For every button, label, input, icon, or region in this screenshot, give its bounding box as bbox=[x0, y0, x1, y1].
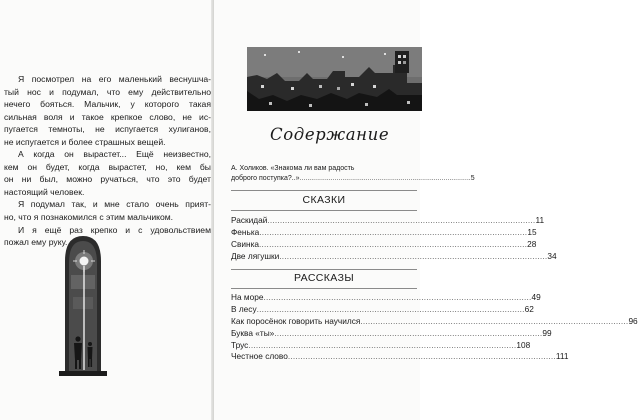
story-line: пугается темноты, не испугается хулиганов, bbox=[4, 124, 211, 135]
leader-dots: ........................................................................................................... bbox=[279, 250, 548, 261]
leader-dots: ........................................................................................................... bbox=[256, 303, 525, 314]
story-paragraph-3 bbox=[4, 198, 211, 223]
leader-dots: ........................................................................................................... bbox=[274, 327, 543, 338]
toc-entry[interactable] bbox=[231, 327, 552, 340]
leader-dots: ........................................................................................................... bbox=[259, 226, 528, 237]
intro-entry[interactable] bbox=[231, 164, 475, 183]
toc-entry[interactable] bbox=[231, 315, 638, 328]
toc-entry-title: В лесу bbox=[231, 303, 257, 314]
story-line: кем он будет, когда вырастет, но, кем бы bbox=[4, 161, 211, 172]
toc-entry-title: Раскидай bbox=[231, 215, 268, 225]
section-heading-rasskazy: РАССКАЗЫ bbox=[293, 272, 355, 284]
story-line: И я ещё раз крепко и с удовольствием bbox=[18, 224, 211, 235]
toc-entry[interactable] bbox=[231, 351, 569, 363]
leader-dots: ........................................................................................................... bbox=[263, 292, 532, 302]
toc-entry-title: Буква «ты» bbox=[231, 327, 275, 338]
leader-dots: ........................................................................................................... bbox=[287, 351, 556, 362]
story-line: Я посмотрел на его маленький веснушча- bbox=[18, 74, 211, 84]
story-line: Я подумал так, и мне стало очень прият- bbox=[18, 199, 211, 210]
toc-entry-page: 111 bbox=[555, 351, 569, 362]
toc-entry[interactable] bbox=[231, 292, 541, 304]
toc-entry-page: 28 bbox=[527, 238, 537, 249]
story-paragraph-4 bbox=[4, 224, 211, 249]
toc-entry[interactable] bbox=[231, 215, 545, 227]
toc-entry-title: Фенька bbox=[231, 226, 260, 237]
story-line: настоящий человек. bbox=[4, 186, 85, 197]
story-line: нечего бояться. Мальчик, у которого такая bbox=[4, 99, 211, 110]
story-line: но, что я познакомился с этим мальчиком. bbox=[4, 212, 174, 223]
section-heading-skazki: СКАЗКИ bbox=[302, 194, 346, 206]
intro-title-line-1: А. Холиков. «Знакома ли вам радость bbox=[231, 165, 355, 172]
leader-dots: ........................................................................................................... bbox=[267, 215, 536, 225]
toc-entry-page: 99 bbox=[542, 327, 552, 338]
section-divider bbox=[231, 269, 417, 270]
toc-entry-page: 15 bbox=[527, 226, 537, 237]
story-line: тый нос и подумал, что ему действительно bbox=[4, 86, 211, 97]
toc-entry-title: На море bbox=[231, 292, 264, 302]
streetlamp-illustration bbox=[59, 233, 107, 376]
toc-entry[interactable] bbox=[231, 250, 557, 263]
toc-entry-page: 62 bbox=[524, 303, 534, 314]
story-line: не испугается и более страшных вещей. bbox=[4, 136, 166, 147]
toc-list-rasskazy bbox=[231, 292, 638, 363]
section-divider bbox=[231, 190, 417, 191]
toc-entry-page: 34 bbox=[547, 250, 557, 261]
toc-entry[interactable] bbox=[231, 238, 537, 251]
leader-dots: ........................................................................................................... bbox=[360, 315, 629, 326]
intro-page-number: 5 bbox=[470, 174, 475, 182]
intro-title-line-2: доброго поступка?..» bbox=[231, 174, 300, 182]
story-line: он ни был, можно ручаться, что это будет bbox=[4, 174, 211, 185]
toc-entry[interactable] bbox=[231, 339, 531, 352]
rooftops-illustration bbox=[247, 47, 422, 111]
toc-entry-page: 49 bbox=[531, 292, 541, 302]
story-line: сильная воля и такое крепкое слово, не ис- bbox=[4, 111, 211, 122]
story-paragraph-2 bbox=[4, 148, 211, 198]
toc-list-skazki bbox=[231, 215, 557, 263]
left-page bbox=[0, 0, 214, 420]
toc-entry[interactable] bbox=[231, 226, 537, 239]
toc-entry-page: 96 bbox=[628, 315, 638, 326]
story-text bbox=[4, 73, 211, 249]
section-divider bbox=[231, 288, 417, 289]
contents-title: Содержание bbox=[270, 125, 390, 144]
leader-dots: ........................................................................................................... bbox=[248, 339, 517, 350]
toc-entry-title: Честное слово bbox=[231, 351, 288, 362]
story-line: пожал ему руку. bbox=[4, 237, 68, 248]
leader-dots: ........................................................................................................... bbox=[259, 238, 528, 249]
toc-entry-title: Как поросёнок говорить научился bbox=[231, 315, 361, 326]
leader-dots: ........................................................................................ bbox=[299, 174, 471, 182]
toc-entry-page: 11 bbox=[535, 215, 545, 225]
toc-entry-title: Свинка bbox=[231, 238, 260, 249]
story-paragraph-1 bbox=[4, 73, 211, 148]
toc-entry-page: 108 bbox=[516, 339, 531, 350]
toc-entry[interactable] bbox=[231, 303, 534, 316]
story-line: А когда он вырастет... Ещё неизвестно, bbox=[18, 149, 211, 160]
toc-entry-title: Две лягушки bbox=[231, 250, 280, 261]
toc-entry-title: Трус bbox=[231, 339, 249, 350]
section-divider bbox=[231, 210, 417, 211]
